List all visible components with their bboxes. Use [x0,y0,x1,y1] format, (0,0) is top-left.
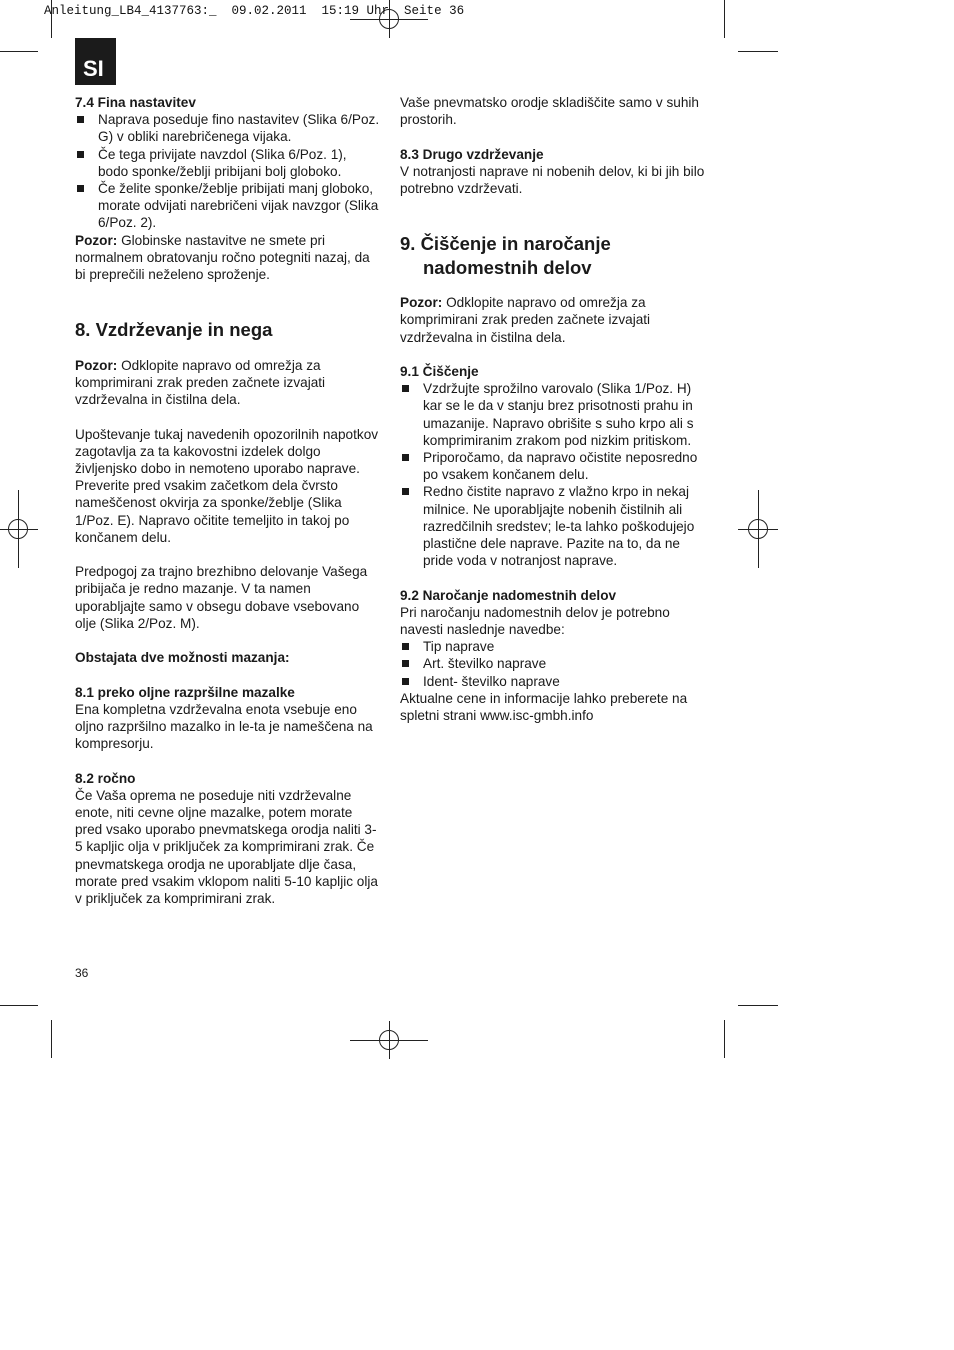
paragraph: Aktualne cene in informacije lahko preberete na spletni strani www.isc-gmbh.info [400,690,688,724]
list-item: Če želite sponke/žeblje pribijati manj globoko, morate odvijati narebričeni vijak navzgor (Slika 6/Poz. 2). [75,180,380,232]
section-8-2-title: 8.2 ročno [75,770,136,786]
section-7-4-title: 7.4 Fina nastavitev [75,95,196,110]
paragraph: Upoštevanje tukaj navedenih opozorilnih napotkov zagotavlja za ta kakovostni izdelek dolgo življenjsko dobo in nemoteno uporabo naprave. [75,426,379,476]
list-item: Art. številko naprave [400,655,705,672]
warning-label: Pozor: [400,295,443,311]
left-column [75,94,380,907]
list-item: Če tega privijate navzdol (Slika 6/Poz. 1), bodo sponke/žeblji pribijani bolj globoko. [75,146,380,180]
section-9-1-title: 9.1 Čiščenje [400,364,479,379]
list-item: Redno čistite napravo z vlažno krpo in nekaj milnice. Ne uporabljajte nobenih čistilnih ali razredčilnih sredstev; le-ta lahko poškodujejo plastične dele naprave. Pazite na to, da ne pride voda v notranjost naprave. [400,483,705,569]
warning-paragraph [75,357,380,409]
warning-paragraph [75,232,380,284]
right-column [400,94,705,724]
paragraph: Vaše pnevmatsko orodje skladiščite samo v suhih prostorih. [400,95,699,128]
warning-text: Odklopite napravo od omrežja za komprimirani zrak preden začnete izvajati vzdrževalna in čistilna dela. [400,295,651,345]
section-9-heading [400,232,705,279]
crop-mark [0,51,38,52]
paragraph: Pri naročanju nadomestnih delov je potrebno navesti naslednje navedbe: [400,604,670,638]
crop-mark [738,1005,778,1006]
section-8-heading: 8. Vzdrževanje in nega [75,319,273,341]
paragraph: Preverite pred vsakim začetkom dela čvrsto nameščenost okvirja za sponke/žeblje (Slika 1/Poz. E). Napravo očitite temeljito in takoj po končanem delu. [75,478,350,545]
section-8-3-title: 8.3 Drugo vzdrževanje [400,146,544,162]
crop-mark [0,1005,38,1006]
list-item: Vzdržujte sprožilno varovalo (Slika 1/Poz. H) kar se le da v stanju brez prisotnosti prahu in umazanije. Napravo obrišite s suho krpo ali s komprimiranim zrakom pod nizkim pritiskom. [400,380,705,449]
warning-label: Pozor: [75,357,118,373]
language-badge: SI [75,38,116,85]
crop-mark [724,0,725,38]
list-item: Priporočamo, da napravo očistite neposredno po vsakem končanem delu. [400,449,705,483]
section-9-heading-line1: 9. Čiščenje in naročanje [400,233,611,255]
list-item: Naprava poseduje fino nastavitev (Slika 6/Poz. G) v obliki narebričenega vijaka. [75,111,380,145]
warning-label: Pozor: [75,232,118,248]
list-item: Tip naprave [400,638,705,655]
warning-paragraph [400,294,705,346]
section-9-2-title: 9.2 Naročanje nadomestnih delov [400,587,617,603]
lubrication-options-label: Obstajata dve možnosti mazanja: [75,650,290,666]
crop-mark [738,51,778,52]
paragraph: Če Vaša oprema ne poseduje niti vzdrževalne enote, niti cevne oljne mazalke, potem morate pred vsako uporabo pnevmatskega orodja naliti 3-5 kapljic olja v priključek za komprimirani zrak. Če pnevmatskega orodja ne uporabljate dlje časa, morate pred vsakim vklopom naliti 5-10 kapljic olja v priključek za komprimirani zrak. [75,787,378,906]
section-8-1-title: 8.1 preko oljne razpršilne mazalke [75,684,295,700]
paragraph: Ena kompletna vzdrževalna enota vsebuje eno oljno razpršilno mazalko in le-ta je nameščena na kompresorju. [75,701,373,752]
print-slug: Anleitung_LB4_4137763:_ 09.02.2011 15:19 Uhr Seite 36 [44,4,465,18]
paragraph: Predpogoj za trajno brezhibno delovanje Vašega pribijača je redno mazanje. V ta namen uporabljajte samo v obsegu dobave vsebovano olje (Slika 2/Poz. M). [75,564,368,631]
warning-text: Odklopite napravo od omrežja za komprimirani zrak preden začnete izvajati vzdrževalna in čistilna dela. [75,357,326,408]
crop-mark [724,1020,725,1058]
page-number: 36 [75,966,89,980]
warning-text: Globinske nastavitve ne smete pri normalnem obratovanju ročno potegniti nazaj, da bi preprečili neželeno sproženje. [75,232,370,283]
crop-mark [51,1020,52,1058]
section-9-heading-line2: nadomestnih delov [423,256,592,278]
list-item: Ident- številko naprave [400,673,705,690]
paragraph: V notranjosti naprave ni nobenih delov, ki bi jih bilo potrebno vzdrževati. [400,163,705,196]
